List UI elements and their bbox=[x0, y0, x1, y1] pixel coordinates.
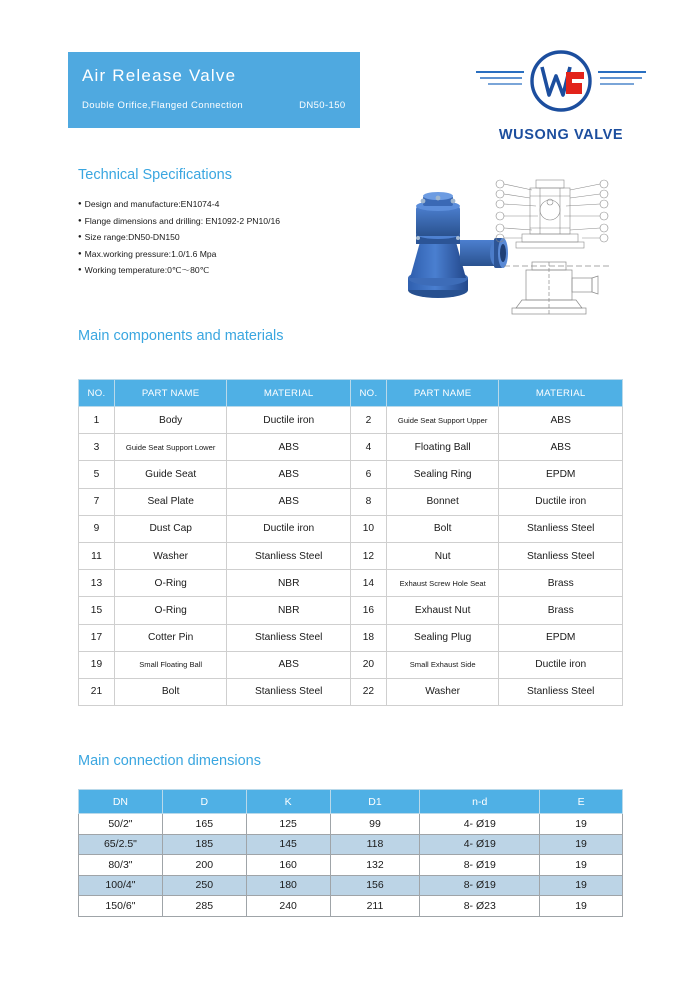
spec-item: ● Working temperature:0℃～80℃ bbox=[78, 262, 358, 279]
table-cell: 7 bbox=[79, 488, 115, 515]
table-cell: Small Exhaust Side bbox=[386, 651, 499, 678]
wusong-logo-icon bbox=[466, 48, 656, 116]
table-cell: Washer bbox=[114, 542, 227, 569]
table-cell: 19 bbox=[540, 834, 623, 855]
table-cell: 99 bbox=[330, 814, 420, 835]
table-row bbox=[79, 570, 623, 597]
table-cell: Bolt bbox=[114, 678, 227, 705]
table-cell: Washer bbox=[386, 678, 499, 705]
table-cell: O-Ring bbox=[114, 570, 227, 597]
table-cell: 211 bbox=[330, 896, 420, 917]
table-cell: 20 bbox=[350, 651, 386, 678]
table-cell: Floating Ball bbox=[386, 434, 499, 461]
table-cell: 6 bbox=[350, 461, 386, 488]
table-cell: 165 bbox=[162, 814, 246, 835]
table-cell: 4- Ø19 bbox=[420, 814, 540, 835]
table-cell: 65/2.5" bbox=[79, 834, 163, 855]
table-cell: Stanliess Steel bbox=[499, 678, 623, 705]
table-cell: Ductile iron bbox=[499, 488, 623, 515]
col-header-k: K bbox=[246, 790, 330, 814]
table-cell: Ductile iron bbox=[227, 515, 351, 542]
col-header-d: D bbox=[162, 790, 246, 814]
table-header-row bbox=[79, 380, 623, 407]
valve-section-drawing bbox=[492, 172, 612, 256]
table-cell: 185 bbox=[162, 834, 246, 855]
technical-specifications-heading: Technical Specifications bbox=[78, 167, 232, 183]
table-cell: 285 bbox=[162, 896, 246, 917]
table-row bbox=[79, 814, 623, 835]
page-title: Air Release Valve bbox=[82, 66, 237, 85]
title-size-range: DN50-150 bbox=[299, 100, 346, 111]
table-cell: Brass bbox=[499, 597, 623, 624]
table-row bbox=[79, 624, 623, 651]
table-cell: 8 bbox=[350, 488, 386, 515]
table-row bbox=[79, 515, 623, 542]
dimensions-heading: Main connection dimensions bbox=[78, 753, 261, 769]
table-row bbox=[79, 488, 623, 515]
title-banner bbox=[68, 52, 360, 128]
table-row bbox=[79, 678, 623, 705]
table-cell: 22 bbox=[350, 678, 386, 705]
table-cell: Exhaust Nut bbox=[386, 597, 499, 624]
table-row bbox=[79, 834, 623, 855]
col-header-dn: DN bbox=[79, 790, 163, 814]
table-cell: Bolt bbox=[386, 515, 499, 542]
table-cell: ABS bbox=[227, 434, 351, 461]
brand-logo bbox=[466, 48, 656, 143]
table-cell: 2 bbox=[350, 407, 386, 434]
components-heading: Main components and materials bbox=[78, 328, 284, 344]
table-cell: Stanliess Steel bbox=[499, 515, 623, 542]
table-row bbox=[79, 875, 623, 896]
table-cell: Guide Seat Support Upper bbox=[386, 407, 499, 434]
table-cell: 240 bbox=[246, 896, 330, 917]
table-row bbox=[79, 855, 623, 876]
table-row bbox=[79, 407, 623, 434]
spec-item: ● Flange dimensions and drilling: EN1092-2 PN10/16 bbox=[78, 213, 358, 230]
table-cell: Stanliess Steel bbox=[499, 542, 623, 569]
table-cell: Bonnet bbox=[386, 488, 499, 515]
table-cell: 8- Ø19 bbox=[420, 855, 540, 876]
title-subtitle: Double Orifice,Flanged Connection bbox=[82, 100, 244, 111]
table-cell: 12 bbox=[350, 542, 386, 569]
col-header-nd: n-d bbox=[420, 790, 540, 814]
table-cell: 16 bbox=[350, 597, 386, 624]
table-cell: Nut bbox=[386, 542, 499, 569]
page-header bbox=[0, 0, 700, 143]
table-cell: O-Ring bbox=[114, 597, 227, 624]
spec-item: ● Design and manufacture:EN1074-4 bbox=[78, 196, 358, 213]
table-cell: ABS bbox=[227, 488, 351, 515]
table-cell: 180 bbox=[246, 875, 330, 896]
table-cell: ABS bbox=[227, 651, 351, 678]
table-cell: 19 bbox=[540, 896, 623, 917]
table-cell: 5 bbox=[79, 461, 115, 488]
table-row bbox=[79, 597, 623, 624]
table-cell: 145 bbox=[246, 834, 330, 855]
table-cell: 3 bbox=[79, 434, 115, 461]
table-cell: Sealing Ring bbox=[386, 461, 499, 488]
table-cell: 4 bbox=[350, 434, 386, 461]
table-cell: 17 bbox=[79, 624, 115, 651]
table-cell: EPDM bbox=[499, 461, 623, 488]
table-cell: 160 bbox=[246, 855, 330, 876]
table-cell: ABS bbox=[499, 407, 623, 434]
table-cell: 118 bbox=[330, 834, 420, 855]
table-cell: 100/4" bbox=[79, 875, 163, 896]
table-cell: Ductile iron bbox=[499, 651, 623, 678]
col-header-no: NO. bbox=[79, 380, 115, 407]
dimensions-table bbox=[78, 789, 623, 917]
table-cell: Seal Plate bbox=[114, 488, 227, 515]
table-cell: Guide Seat bbox=[114, 461, 227, 488]
table-cell: Stanliess Steel bbox=[227, 542, 351, 569]
table-cell: 11 bbox=[79, 542, 115, 569]
col-header-no-2: NO. bbox=[350, 380, 386, 407]
table-cell: 10 bbox=[350, 515, 386, 542]
col-header-material: MATERIAL bbox=[227, 380, 351, 407]
table-cell: Ductile iron bbox=[227, 407, 351, 434]
table-cell: 19 bbox=[540, 855, 623, 876]
table-cell: 19 bbox=[540, 814, 623, 835]
components-table bbox=[78, 379, 623, 706]
col-header-d1: D1 bbox=[330, 790, 420, 814]
brand-name: WUSONG VALVE bbox=[498, 127, 624, 143]
table-cell: 4- Ø19 bbox=[420, 834, 540, 855]
table-cell: 21 bbox=[79, 678, 115, 705]
table-cell: 9 bbox=[79, 515, 115, 542]
table-cell: Small Floating Ball bbox=[114, 651, 227, 678]
table-cell: 14 bbox=[350, 570, 386, 597]
table-cell: 13 bbox=[79, 570, 115, 597]
table-row bbox=[79, 896, 623, 917]
table-row bbox=[79, 542, 623, 569]
table-cell: 8- Ø23 bbox=[420, 896, 540, 917]
table-cell: EPDM bbox=[499, 624, 623, 651]
col-header-part-name-2: PART NAME bbox=[386, 380, 499, 407]
table-cell: Stanliess Steel bbox=[227, 624, 351, 651]
table-cell: 200 bbox=[162, 855, 246, 876]
table-cell: 1 bbox=[79, 407, 115, 434]
table-cell: Cotter Pin bbox=[114, 624, 227, 651]
table-cell: ABS bbox=[499, 434, 623, 461]
table-cell: 150/6" bbox=[79, 896, 163, 917]
table-cell: Dust Cap bbox=[114, 515, 227, 542]
table-cell: 50/2" bbox=[79, 814, 163, 835]
technical-specifications-list bbox=[78, 196, 358, 279]
valve-outline-drawing bbox=[492, 256, 612, 322]
table-cell: Guide Seat Support Lower bbox=[114, 434, 227, 461]
table-cell: ABS bbox=[227, 461, 351, 488]
table-cell: Body bbox=[114, 407, 227, 434]
table-cell: 125 bbox=[246, 814, 330, 835]
table-row bbox=[79, 461, 623, 488]
spec-item: ● Max.working pressure:1.0/1.6 Mpa bbox=[78, 246, 358, 263]
table-cell: 80/3" bbox=[79, 855, 163, 876]
table-cell: 132 bbox=[330, 855, 420, 876]
table-cell: NBR bbox=[227, 570, 351, 597]
table-cell: 250 bbox=[162, 875, 246, 896]
table-cell: Exhaust Screw Hole Seat bbox=[386, 570, 499, 597]
spec-item: ● Size range:DN50-DN150 bbox=[78, 229, 358, 246]
col-header-material-2: MATERIAL bbox=[499, 380, 623, 407]
table-cell: 19 bbox=[540, 875, 623, 896]
table-header-row bbox=[79, 790, 623, 814]
table-cell: NBR bbox=[227, 597, 351, 624]
table-cell: Sealing Plug bbox=[386, 624, 499, 651]
table-cell: 19 bbox=[79, 651, 115, 678]
table-row bbox=[79, 434, 623, 461]
table-cell: Stanliess Steel bbox=[227, 678, 351, 705]
table-row bbox=[79, 651, 623, 678]
table-cell: 156 bbox=[330, 875, 420, 896]
table-cell: 8- Ø19 bbox=[420, 875, 540, 896]
table-cell: Brass bbox=[499, 570, 623, 597]
col-header-part-name: PART NAME bbox=[114, 380, 227, 407]
table-cell: 15 bbox=[79, 597, 115, 624]
table-cell: 18 bbox=[350, 624, 386, 651]
col-header-e: E bbox=[540, 790, 623, 814]
